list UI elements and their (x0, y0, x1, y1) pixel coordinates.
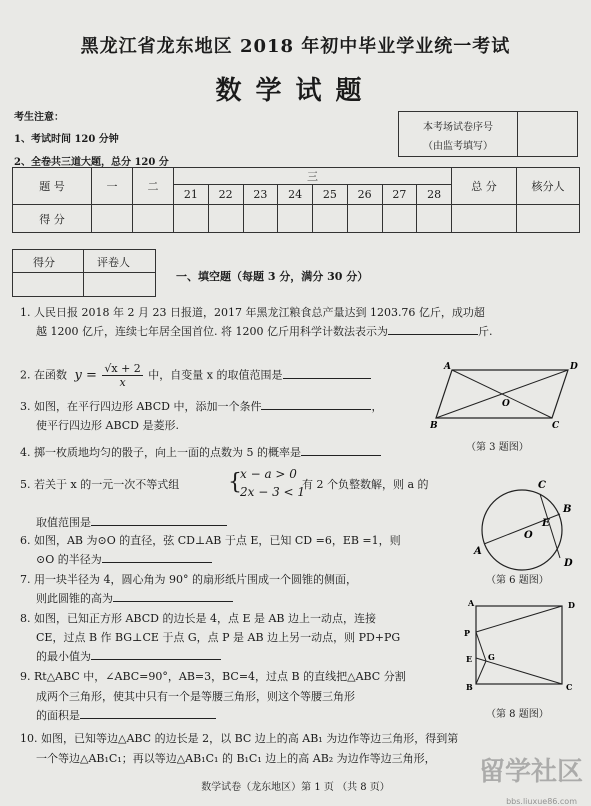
question-5-text-c: 取值范围是 (36, 516, 91, 529)
segment-pg (476, 632, 486, 661)
seat-label-line2: （由监考填写） (423, 141, 493, 152)
question-6-line1: 6. 如图，AB 为⊙O 的直径，弦 CD⊥AB 于点 E，已知 CD =6，EB =1，则 (20, 534, 401, 547)
diagonal-bd (436, 370, 568, 418)
figure-3-parallelogram (430, 360, 580, 440)
question-10-line2: 一个等边△AB₁C₁；再以等边△AB₁C₁ 的 B₁C₁ 边上的高 AB₂ 为边作等边三角形， (36, 752, 436, 765)
question-1-line1: 1. 人民日报 2018 年 2 月 23 日报道，2017 年黑龙江粮食总产量达到 1203.76 亿斤，成功超 (20, 306, 485, 319)
question-5-text-b: 有 2 个负整数解，则 a 的 (302, 478, 429, 491)
note-item: 2、全卷共三道大题，总分 120 分 (14, 157, 169, 168)
question-9-text: 的面积是 (36, 709, 80, 722)
label-c: C (566, 682, 573, 692)
score-cell (92, 205, 133, 233)
question-4 (20, 442, 381, 464)
inequality-2: 2x − 3 < 1 (240, 485, 306, 499)
row-label-score: 得 分 (13, 205, 92, 233)
label-e: E (466, 654, 473, 664)
square-abcd (476, 606, 562, 684)
label-o: O (524, 530, 533, 541)
page-footer: 数学试卷（龙东地区）第 1 页 （共 8 页） (201, 782, 390, 793)
question-8-text: 的最小值为 (36, 650, 91, 663)
score-cell (278, 205, 313, 233)
sub-col: 22 (208, 185, 243, 205)
answer-blank (261, 397, 371, 410)
answer-blank (80, 706, 216, 719)
answer-blank (113, 589, 233, 602)
notes-heading: 考生注意： (14, 112, 64, 123)
question-1-unit: 斤. (477, 325, 493, 338)
sub-col: 28 (417, 185, 452, 205)
fraction-denominator: x (119, 376, 126, 389)
score-cell (174, 205, 209, 233)
col-part-1: 一 (92, 168, 133, 205)
score-cell (313, 205, 348, 233)
question-9-line3 (36, 705, 216, 727)
score-cell (347, 205, 382, 233)
seat-number-box (398, 111, 578, 157)
answer-blank (91, 647, 221, 660)
seat-number-label (399, 112, 518, 156)
circle-o (482, 490, 562, 570)
label-a: A (468, 598, 475, 608)
score-cell (243, 205, 278, 233)
col-total: 总 分 (452, 168, 517, 205)
figure-6-caption: （第 6 题图） (486, 575, 549, 586)
grader-divider (83, 250, 84, 296)
label-a: A (444, 362, 451, 372)
sub-col: 27 (382, 185, 417, 205)
figure-6-circle (470, 478, 582, 572)
col-part-2: 二 (133, 168, 174, 205)
score-cell (452, 205, 517, 233)
function-lhs: y = (74, 367, 97, 383)
question-3-text: 3. 如图，在平行四边形 ABCD 中，添加一个条件 (20, 400, 262, 413)
label-d: D (570, 362, 578, 372)
question-4-text: 4. 掷一枚质地均匀的骰子，向上一面的点数为 5 的概率是 (20, 446, 301, 459)
note-item: 1、考试时间 120 分钟 (14, 134, 119, 145)
question-2 (20, 362, 371, 389)
label-c: C (538, 480, 546, 491)
sub-col: 24 (278, 185, 313, 205)
question-8-line2: CE，过点 B 作 BG⊥CE 于点 G，点 P 是 AB 边上另一动点，则 PD+PG (36, 631, 401, 644)
question-3-comma: ， (371, 400, 383, 413)
question-2-text-b: 中，自变量 x 的取值范围是 (148, 368, 283, 382)
question-7-line1: 7. 用一块半径为 4，圆心角为 90° 的扇形纸片围成一个圆锥的侧面， (20, 573, 357, 586)
score-cell (133, 205, 174, 233)
score-cell (382, 205, 417, 233)
question-9-line1: 9. Rt△ABC 中，∠ABC=90°，AB=3，BC=4，过点 B 的直线把△ABC 分割 (20, 670, 406, 683)
sub-col: 25 (313, 185, 348, 205)
grader-name-label: 评卷人 (97, 256, 130, 269)
watermark-logo: 留学社区 (478, 757, 583, 787)
answer-blank (301, 443, 381, 456)
label-d: D (564, 558, 573, 569)
segment-pd (476, 606, 562, 632)
grader-box (12, 249, 156, 297)
figure-8-caption: （第 8 题图） (486, 709, 549, 720)
col-part-3: 三 (174, 168, 452, 185)
system-brace: { (228, 470, 242, 495)
question-8-line1: 8. 如图，已知正方形 ABCD 的边长是 4，点 E 是 AB 边上一动点，连接 (20, 612, 376, 625)
fraction-numerator: √x + 2 (104, 362, 141, 375)
segment-bg (476, 661, 486, 684)
question-2-text-a: 2. 在函数 (20, 368, 67, 382)
exam-title: 黑龙江省龙东地区 2018 年初中毕业学业统一考试 (80, 36, 511, 57)
score-cell (208, 205, 243, 233)
label-e: E (542, 518, 550, 529)
label-d: D (568, 600, 575, 610)
watermark-url: bbs.liuxue86.com (506, 797, 577, 806)
question-9-line2: 成两个三角形，使其中只有一个是等腰三角形，则这个等腰三角形 (36, 690, 355, 703)
row-label-question: 题 号 (13, 168, 92, 205)
figure-3-caption: （第 3 题图） (466, 442, 529, 453)
question-3-line2: 使平行四边形 ABCD 是菱形. (36, 419, 179, 432)
label-g: G (488, 652, 495, 662)
question-1-text: 越 1200 亿斤，连续七年居全国首位. 将 1200 亿斤用科学计数法表示为 (36, 325, 388, 338)
sub-col: 21 (174, 185, 209, 205)
question-7-line2 (36, 588, 233, 610)
answer-blank (91, 513, 227, 526)
question-5-text-a: 5. 若关于 x 的一元一次不等式组 (20, 478, 180, 491)
question-5-line1 (20, 474, 179, 496)
label-b: B (430, 421, 438, 431)
label-b: B (563, 504, 572, 515)
answer-blank (102, 550, 212, 563)
seat-label-line1: 本考场试卷序号 (423, 122, 493, 133)
figure-8-square (454, 596, 582, 692)
label-o: O (502, 399, 510, 409)
inequality-system (240, 465, 305, 501)
col-checker: 核分人 (517, 168, 580, 205)
question-6-text: ⊙O 的半径为 (36, 553, 102, 566)
label-c: C (552, 421, 560, 431)
sub-col: 26 (347, 185, 382, 205)
question-8-line3 (36, 646, 221, 668)
label-b: B (466, 682, 473, 692)
section-heading: 一、填空题（每题 3 分，满分 30 分） (176, 270, 369, 283)
answer-blank (283, 366, 371, 379)
inequality-1: x − a > 0 (240, 467, 297, 481)
score-table (12, 167, 580, 233)
grader-score-label: 得分 (33, 256, 55, 269)
sub-col: 23 (243, 185, 278, 205)
score-cell (517, 205, 580, 233)
question-7-text: 则此圆锥的高为 (36, 592, 113, 605)
label-a: A (474, 546, 482, 557)
question-1-line2 (36, 321, 492, 343)
label-p: P (464, 628, 471, 638)
function-fraction (102, 362, 142, 389)
exam-subject: 数学试题 (215, 76, 376, 106)
score-cell (417, 205, 452, 233)
answer-blank (388, 322, 478, 335)
question-6-line2 (36, 549, 212, 571)
question-10-line1: 10. 如图，已知等边△ABC 的边长是 2，以 BC 边上的高 AB₁ 为边作等边三角形，得到第 (20, 732, 459, 745)
